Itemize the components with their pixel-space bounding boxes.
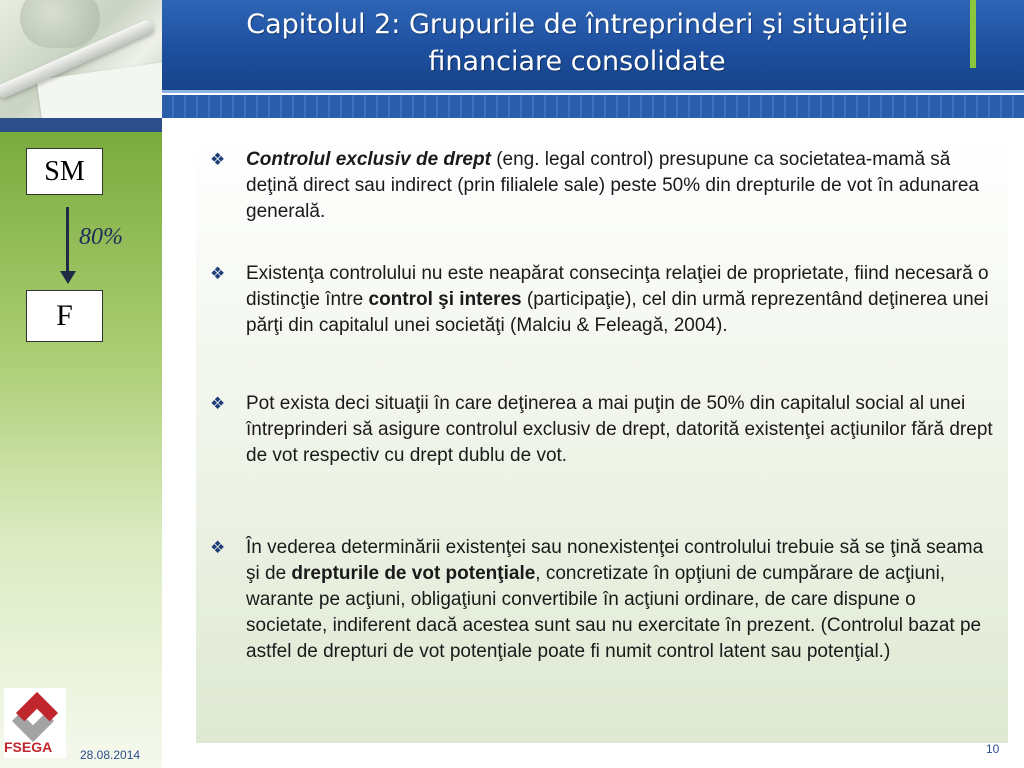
ownership-arrow-shaft	[66, 207, 69, 273]
parent-company-box: SM	[26, 148, 103, 195]
bullet-2-bold: control şi interes	[368, 289, 522, 310]
bullet-1-lead: Controlul exclusiv de drept	[246, 149, 491, 170]
slide-header	[0, 0, 1024, 118]
diamond-bullet-icon: ❖	[210, 150, 226, 169]
left-sidebar-panel	[0, 118, 162, 768]
bullet-4-pre: În vederea determinării existenţei sau nonexistenţei controlului trebuie să se ţină seama şi de	[246, 537, 984, 584]
diamond-bullet-icon: ❖	[210, 264, 226, 283]
page-number: 10	[986, 742, 1000, 756]
bullet-2-post: (participaţie), cel din urmă reprezentând deţinerea unei părţi din capitalul unei societăţi (Malciu & Feleagă, 2004).	[246, 289, 989, 336]
arrow-down-icon	[60, 271, 76, 284]
title-band-line	[162, 90, 1024, 93]
bullet-text-1	[246, 147, 998, 225]
slide-title	[162, 6, 992, 80]
slide-title-line-1: Capitolul 2: Grupurile de întreprinderi și situațiile	[246, 9, 908, 40]
green-accent-bar	[970, 0, 976, 68]
ownership-percentage: 80%	[79, 224, 123, 250]
bullet-1-rest: (eng. legal control) presupune ca societatea-mamă să deţină direct sau indirect (prin filialele sale) peste 50% din drepturile de vot în adunarea generală.	[246, 149, 979, 222]
bullet-2-pre: Existenţa controlului nu este neapărat consecinţa relaţiei de proprietate, fiind necesară o distincţie între	[246, 263, 989, 310]
slide-title-line-2: financiare consolidate	[428, 46, 726, 77]
bullet-text-2	[246, 261, 998, 339]
header-stripe-band	[162, 95, 1024, 118]
diamond-bullet-icon: ❖	[210, 394, 226, 413]
bullet-text-3: Pot exista deci situaţii în care deţinerea a mai puţin de 50% din capitalul social al unei întreprinderi să asigure controlul exclusiv de drept, datorită existenţei acţiunilor fără drept de vot respectiv cu drept dublu de vot.	[246, 393, 993, 466]
logo-text: FSEGA	[4, 739, 53, 755]
photo-hand-shape	[20, 0, 100, 48]
footer-date: 28.08.2014	[80, 748, 141, 762]
bullet-4-post: , concretizate în opţiuni de cumpărare de acţiuni, warante pe acţiuni, obligaţiuni convertibile în acţiuni ordinare, de care dispune o societate, indiferent dacă acestea sunt sau nu exercitate în prezent. (Controlul bazat pe astfel de drepturi de vot potenţiale poate fi numit control latent sau potenţial.)	[246, 563, 982, 662]
diamond-bullet-icon: ❖	[210, 538, 226, 557]
header-photo	[0, 0, 162, 118]
content-area	[196, 137, 1008, 743]
subsidiary-box: F	[26, 290, 103, 342]
bullet-4-bold: drepturile de vot potenţiale	[291, 563, 536, 584]
bullet-text-4	[246, 535, 998, 665]
